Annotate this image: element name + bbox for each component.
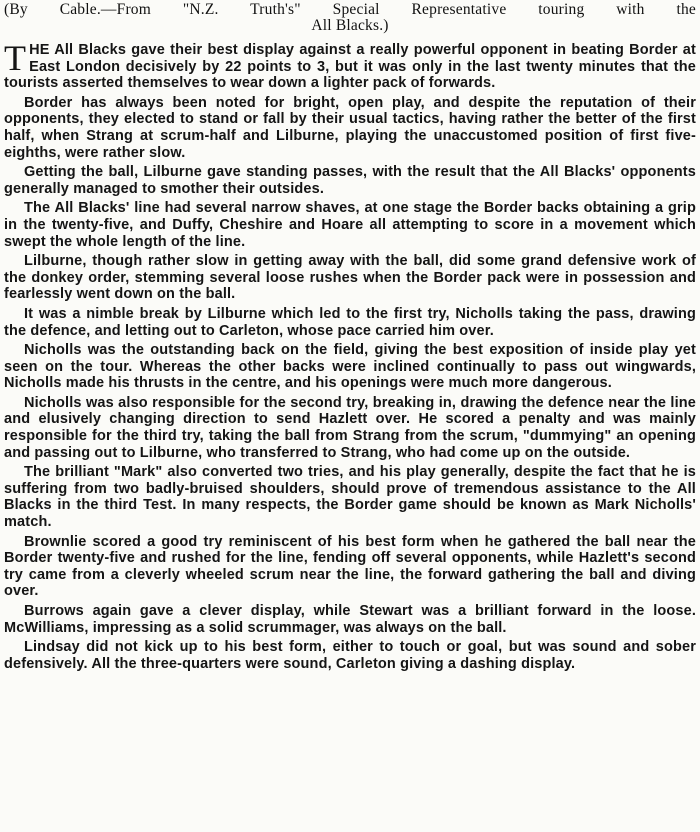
paragraph-nicholls-outstanding: Nicholls was the outstanding back on the field, giving the best exposition of inside play yet seen on the tour. Whereas the other backs were inclined continually to pass out wingwards, Nicholls made his thrusts in the centre, and his openings were much more dangerous. [4,342,696,392]
paragraph-brownlie-hazlett: Brownlie scored a good try reminiscent of his best form when he gathered the ball near the Border twenty-five and rushed for the line, fending off several opponents, while Hazlett's second try came from a cleverly wheeled scrum near the line, the forward gathering the ball and diving over. [4,533,696,600]
byline-line-1: (By Cable.—From "N.Z. Truth's" Special Representative touring with the [4,1,696,18]
paragraph-narrow-shaves: The All Blacks' line had several narrow shaves, at one stage the Border backs obtaining a grip in the twenty-five, and Duffy, Cheshire and Hoare all attempting to score in a movement which swept the whole length of the line. [4,200,696,250]
paragraph-forwards: Burrows again gave a clever display, while Stewart was a brilliant forward in the loose. McWilliams, impressing as a solid scrummager, was always on the ball. [4,603,696,636]
paragraph-lilburne-defence: Lilburne, though rather slow in getting away with the ball, did some grand defensive work of the donkey order, stemming several loose rushes when the Border pack were in possession and fearlessly went down on the ball. [4,253,696,303]
article-body [4,38,696,672]
paragraph-first-try: It was a nimble break by Lilburne which led to the first try, Nicholls taking the pass, drawing the defence, and letting out to Carleton, whose pace carried him over. [4,305,696,339]
lead-paragraph-text: HE All Blacks gave their best display against a really powerful opponent in beating Border at East London decisively by 22 points to 3, but it was only in the last twenty minutes that the tourists asserted themselves to wear down a lighter pack of forwards. [4,42,696,92]
lead-paragraph [4,38,696,92]
paragraph-standing-passes: Getting the ball, Lilburne gave standing passes, with the result that the All Blacks' opponents generally managed to smother their outsides. [4,164,696,197]
paragraph-brilliant-mark: The brilliant "Mark" also converted two tries, and his play generally, despite the fact that he is suffering from two badly-bruised shoulders, should prove of tremendous assistance to the All Blacks in the third Test. In many respects, the Border game should be known as Mark Nicholls' match. [4,464,696,531]
paragraph-second-third-try: Nicholls was also responsible for the second try, breaking in, drawing the defence near the line and elusively changing direction to send Hazlett over. He scored a penalty and was mainly responsible for the third try, taking the ball from Strang from the scrum, "dummying" an opening and passing out to Lilburne, who transferred to Strang, who had come up on the outside. [4,394,696,461]
paragraph-border-tactics: Border has always been noted for bright, open play, and despite the reputation of their opponents, they elected to stand or fall by their usual tactics, having rather the better of the first half, when Strang at scrum-half and Lilburne, playing the unaccustomed position of first five-eighths, were rather slow. [4,94,696,161]
byline-line-2: All Blacks.) [311,17,389,34]
drop-cap: T [4,38,27,78]
paragraph-lindsay: Lindsay did not kick up to his best form, either to touch or goal, but was sound and sober defensively. All the three-quarters were sound, Carleton giving a dashing display. [4,639,696,672]
dispatch-byline [4,2,696,34]
